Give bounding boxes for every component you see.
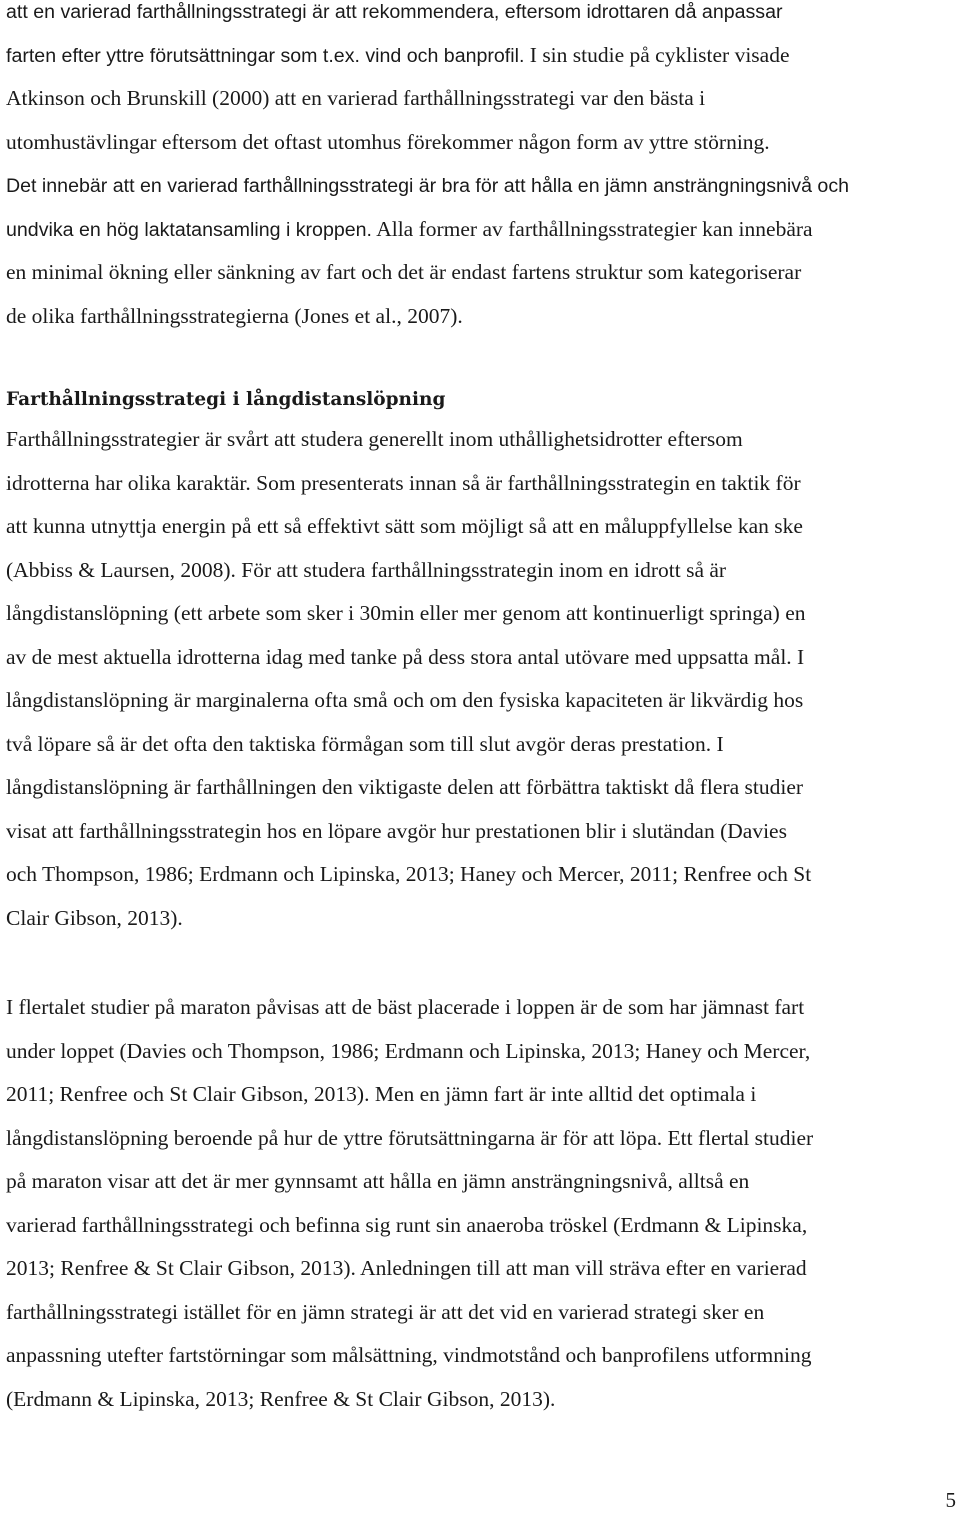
text-line: på maraton visar att det är mer gynnsamt att hålla en jämn ansträngningsnivå, alltså en (6, 1169, 750, 1193)
text-line: utomhustävlingar eftersom det oftast utomhus förekommer någon form av yttre störning. (6, 129, 770, 154)
page-number: 5 (945, 1488, 956, 1512)
text-line: I flertalet studier på maraton påvisas att de bäst placerade i loppen är de som har jämnast fart (6, 995, 805, 1019)
text-span: undvika en hög laktatansamling i kroppen. (6, 218, 372, 241)
text-line: långdistanslöpning beroende på hur de yttre förutsättningarna är för att löpa. Ett flertal studier (6, 1125, 814, 1150)
text-line (6, 34, 849, 78)
text-line: Atkinson och Brunskill (2000) att en varierad farthållningsstrategi var den bästa i (6, 86, 706, 110)
section-heading: Farthållningsstrategi i långdistanslöpning (6, 389, 446, 410)
text-line (6, 208, 849, 252)
text-line: (Abbiss & Laursen, 2008). För att studera farthållningsstrategin inom en idrott så är (6, 557, 727, 582)
text-span: att en varierad farthållningsstrategi är att rekommendera, eftersom idrottaren då anpassar (6, 1, 783, 23)
text-line: varierad farthållningsstrategi och befinna sig runt sin anaeroba tröskel (Erdmann & Lipinska, (6, 1212, 808, 1237)
text-line: en minimal ökning eller sänkning av fart och det är endast fartens struktur som kategoriserar (6, 260, 802, 284)
paragraph-1 (6, 0, 849, 338)
text-line: 2013; Renfree & St Clair Gibson, 2013). Anledningen till att man vill sträva efter en varierad (6, 1256, 807, 1280)
text-line: och Thompson, 1986; Erdmann och Lipinska, 2013; Haney och Mercer, 2011; Renfree och St (6, 862, 812, 886)
text-line: de olika farthållningsstrategierna (Jones et al., 2007). (6, 303, 463, 328)
text-line: idrotterna har olika karaktär. Som presenterats innan så är farthållningsstrategin en taktik för (6, 470, 801, 495)
text-line: långdistanslöpning är marginalerna ofta små och om den fysiska kapaciteten är likvärdig hos (6, 688, 804, 712)
text-line: under loppet (Davies och Thompson, 1986; Erdmann och Lipinska, 2013; Haney och Mercer, (6, 1038, 811, 1063)
paragraph-2 (6, 418, 811, 940)
text-line: av de mest aktuella idrotterna idag med tanke på dess stora antal utövare med uppsatta mål. I (6, 644, 805, 669)
text-line: Farthållningsstrategier är svårt att studera generellt inom uthållighetsidrotter eftersom (6, 427, 743, 451)
text-line: två löpare så är det ofta den taktiska förmågan som till slut avgör deras prestation. I (6, 731, 724, 756)
text-span: farten efter yttre förutsättningar som t.ex. vind och banprofil. (6, 44, 525, 67)
text-line: (Erdmann & Lipinska, 2013; Renfree & St Clair Gibson, 2013). (6, 1386, 556, 1411)
paragraph-3 (6, 986, 813, 1421)
text-line: långdistanslöpning (ett arbete som sker i 30min eller mer genom att kontinuerligt springa) en (6, 601, 806, 625)
text-line: anpassning utefter fartstörningar som målsättning, vindmotstånd och banprofilens utformning (6, 1343, 812, 1367)
text-line (6, 164, 849, 208)
text-line: långdistanslöpning är farthållningen den viktigaste delen att förbättra taktiskt då flera studier (6, 775, 804, 799)
text-span: I sin studie på cyklister visade (524, 42, 790, 67)
text-line (6, 0, 849, 34)
text-line: visat att farthållningsstrategin hos en löpare avgör hur prestationen blir i slutändan (Davies (6, 818, 787, 843)
text-span: Det innebär att en varierad farthållningsstrategi är bra för att hålla en jämn ansträngningsnivå och (6, 175, 850, 197)
text-line: 2011; Renfree och St Clair Gibson, 2013). Men en jämn fart är inte alltid det optimala i (6, 1082, 757, 1106)
text-line: Clair Gibson, 2013). (6, 905, 183, 930)
text-line: farthållningsstrategi istället för en jämn strategi är att det vid en varierad strategi sker en (6, 1299, 765, 1324)
text-line: att kunna utnyttja energin på ett så effektivt sätt som möjligt så att en måluppfyllelse kan ske (6, 514, 803, 538)
text-span: Alla former av farthållningsstrategier kan innebära (372, 216, 813, 241)
